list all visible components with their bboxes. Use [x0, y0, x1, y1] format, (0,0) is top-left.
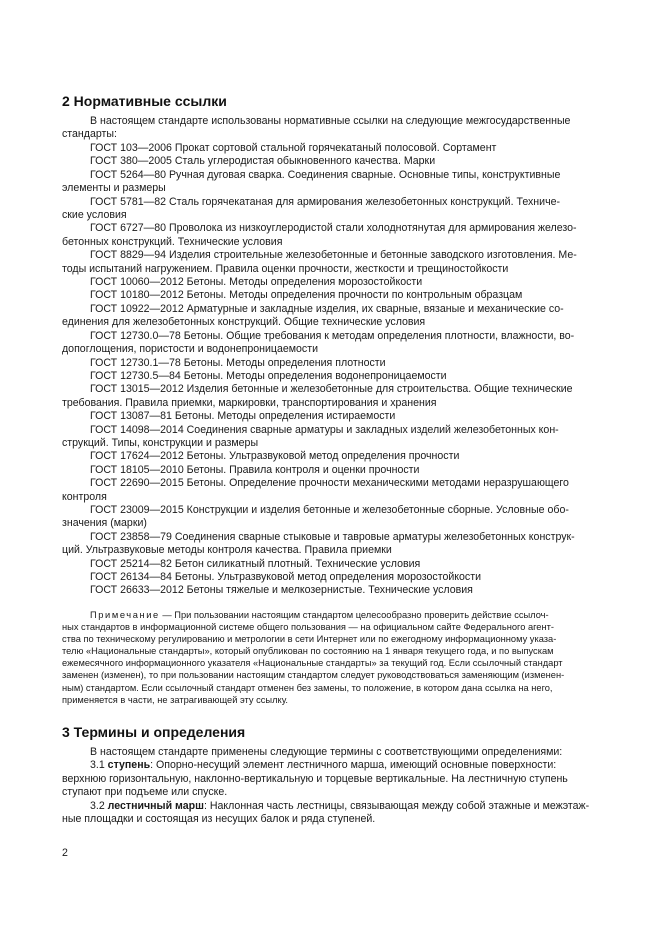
- section-2: [62, 92, 600, 110]
- reference-item-20-cont: ций. Ультразвуковые методы контроля качества. Правила приемки: [62, 544, 392, 557]
- note-line-4: телю «Национальные стандарты», который опубликован по состоянию на 1 января текущего года, и по выпускам: [62, 646, 554, 657]
- reference-item-10: ГОСТ 12730.0—78 Бетоны. Общие требования к методам определения плотности, влажности, во-: [90, 329, 575, 342]
- reference-item-21: ГОСТ 25214—82 Бетон силикатный плотный. Технические условия: [90, 557, 421, 570]
- section-3-body: [62, 746, 600, 826]
- term-1-line-3: ступают при подъеме или спуске.: [62, 786, 228, 799]
- note-line-7: ным) стандартом. Если ссылочный стандарт отменен без замены, то положение, в котором дана ссылка на него,: [62, 682, 553, 693]
- note-line-5: ежемесячного информационного указателя «Национальные стандарты» за текущий год. Если ссылочный стандарт: [62, 658, 563, 669]
- reference-item-4-cont: ские условия: [62, 209, 127, 222]
- reference-list: [62, 142, 600, 598]
- reference-item-13-cont: требования. Правила приемки, маркировки, транспортирования и хранения: [62, 396, 437, 409]
- reference-item-4: ГОСТ 5781—82 Сталь горячекатаная для армирования железобетонных конструкций. Техниче-: [90, 195, 561, 208]
- reference-item-14: ГОСТ 13087—81 Бетоны. Методы определения истираемости: [90, 410, 396, 423]
- reference-item-10-cont: допоглощения, пористости и водонепроницаемости: [62, 343, 318, 356]
- note: [62, 609, 600, 706]
- term-1-def-1: : Опорно-несущий элемент лестничного марша, имеющий основные поверхности:: [150, 759, 557, 772]
- reference-item-3: ГОСТ 5264—80 Ручная дуговая сварка. Соединения сварные. Основные типы, конструктивные: [90, 168, 561, 181]
- section-2-title: 2 Нормативные ссылки: [62, 93, 227, 109]
- reference-item-9: ГОСТ 10922—2012 Арматурные и закладные изделия, их сварные, вязаные и механические со-: [90, 302, 564, 315]
- reference-item-1: ГОСТ 103—2006 Прокат сортовой стальной горячекатаный полосовой. Сортамент: [90, 142, 497, 154]
- reference-item-7: ГОСТ 10060—2012 Бетоны. Методы определения морозостойкости: [90, 276, 423, 289]
- reference-item-2: ГОСТ 380—2005 Сталь углеродистая обыкновенного качества. Марки: [90, 155, 436, 168]
- reference-item-8: ГОСТ 10180—2012 Бетоны. Методы определения прочности по контрольным образцам: [90, 289, 523, 302]
- reference-item-15-cont: струкций. Типы, конструкции и размеры: [62, 436, 259, 449]
- note-line-6: заменен (изменен), то при пользовании настоящим стандартом следует руководствоваться заменяющим (изменен-: [62, 670, 565, 681]
- note-label: Примечание: [90, 610, 160, 620]
- reference-item-22: ГОСТ 26134—84 Бетоны. Ультразвуковой метод определения морозостойкости: [90, 571, 481, 583]
- intro-line-2: стандарты:: [62, 128, 117, 141]
- reference-item-19: ГОСТ 23009—2015 Конструкции и изделия бетонные и железобетонные сборные. Условные обо-: [90, 503, 569, 516]
- term-2-line-2: ные площадки и состоящая из несущих балок и ряда ступеней.: [62, 813, 376, 826]
- reference-item-9-cont: единения для железобетонных конструкций. Общие технические условия: [62, 316, 426, 329]
- reference-item-3-cont: элементы и размеры: [62, 182, 166, 195]
- section-3: [62, 723, 600, 741]
- reference-item-18-cont: контроля: [62, 490, 107, 503]
- note-line-3: ства по техническому регулированию и метрологии в сети Интернет или по ежегодному информационному указа-: [62, 634, 557, 645]
- note-line-2: ных стандартов в информационной системе общего пользования — на официальном сайте Федерального агент-: [62, 622, 554, 633]
- reference-item-5-cont: бетонных конструкций. Технические условия: [62, 235, 283, 248]
- reference-item-13: ГОСТ 13015—2012 Изделия бетонные и железобетонные для строительства. Общие технические: [90, 383, 573, 396]
- reference-item-17: ГОСТ 18105—2010 Бетоны. Правила контроля и оценки прочности: [90, 463, 420, 476]
- reference-item-5: ГОСТ 6727—80 Проволока из низкоуглеродистой стали холоднотянутая для армирования железо-: [90, 222, 577, 235]
- term-1-line-2: верхнюю горизонтальную, наклонно-вертикальную и торцевые вертикальные. На лестничную ступень: [62, 772, 568, 785]
- reference-item-6: ГОСТ 8829—94 Изделия строительные железобетонные и бетонные заводского изготовления. Ме-: [90, 249, 577, 262]
- page-number: 2: [62, 847, 68, 859]
- reference-item-15: ГОСТ 14098—2014 Соединения сварные арматуры и закладных изделий железобетонных кон-: [90, 423, 559, 436]
- term-2-line-1: [62, 800, 600, 813]
- note-line-8: применяется в части, не затрагивающей эту ссылку.: [62, 694, 288, 705]
- note-text-1: — При пользовании настоящим стандартом целесообразно проверить действие ссылоч-: [159, 610, 549, 620]
- term-2-def-1: : Наклонная часть лестницы, связывающая между собой этажные и межэтаж-: [203, 799, 590, 812]
- term-2-number: 3.2: [90, 799, 108, 812]
- reference-item-6-cont: тоды испытаний нагружением. Правила оценки прочности, жесткости и трещиностойкости: [62, 262, 509, 275]
- reference-item-20: ГОСТ 23858—79 Соединения сварные стыковые и тавровые арматуры железобетонных конструк-: [90, 530, 575, 543]
- term-1-number: 3.1: [90, 759, 108, 772]
- reference-item-11: ГОСТ 12730.1—78 Бетоны. Методы определения плотности: [90, 356, 386, 369]
- reference-item-23: ГОСТ 26633—2012 Бетоны тяжелые и мелкозернистые. Технические условия: [90, 584, 473, 597]
- reference-item-18: ГОСТ 22690—2015 Бетоны. Определение прочности механическими методами неразрушающего: [90, 477, 569, 490]
- term-1-line-1: [62, 759, 600, 772]
- section-2-intro: [62, 115, 600, 142]
- reference-item-16: ГОСТ 17624—2012 Бетоны. Ультразвуковой метод определения прочности: [90, 450, 460, 463]
- section-3-intro: В настоящем стандарте применены следующие термины с соответствующими определениями:: [90, 746, 563, 758]
- intro-line-1: В настоящем стандарте использованы нормативные ссылки на следующие межгосударственные: [90, 115, 571, 127]
- reference-item-12: ГОСТ 12730.5—84 Бетоны. Методы определения водонепроницаемости: [90, 369, 447, 382]
- section-3-title: 3 Термины и определения: [62, 724, 246, 740]
- term-1-term: ступень: [107, 759, 151, 772]
- reference-item-19-cont: значения (марки): [62, 517, 147, 530]
- note-line-1: [62, 609, 600, 621]
- term-2-term: лестничный марш: [107, 799, 204, 812]
